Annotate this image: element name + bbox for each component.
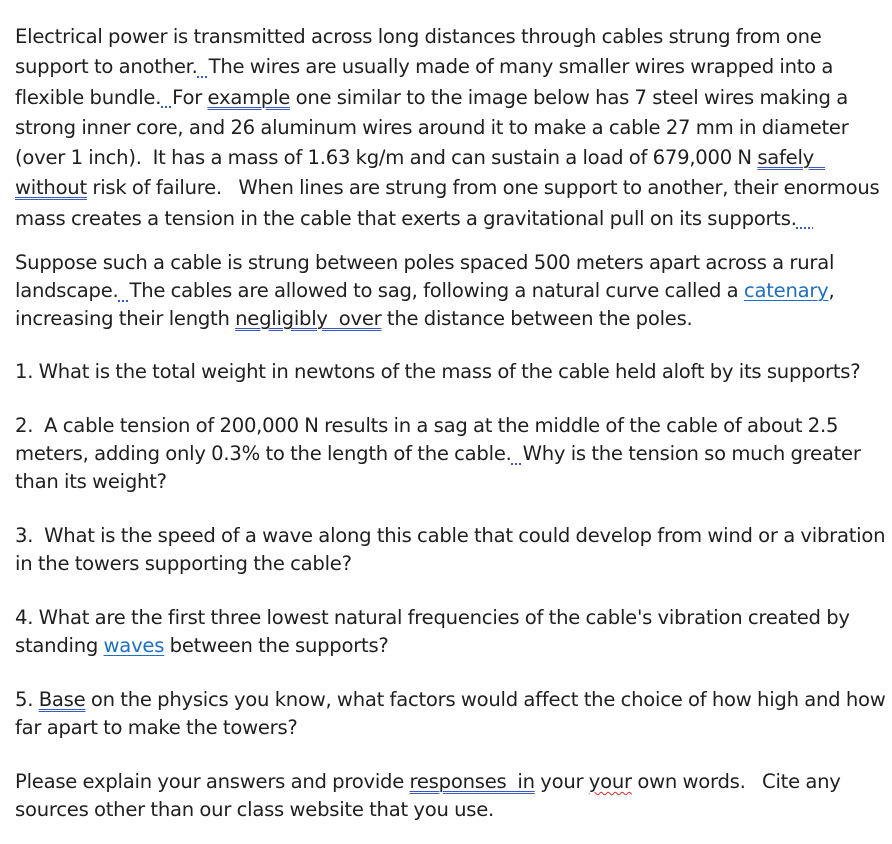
question-text: on the physics you know, what factors would affect the choice of how high and how far apart to make the towers? — [15, 688, 892, 740]
question-5 — [15, 686, 892, 742]
question-4 — [15, 604, 887, 660]
grammar-flag-safely-without[interactable]: safely without — [15, 146, 825, 200]
closing-instructions — [15, 768, 887, 824]
question-text: between the supports? — [164, 634, 389, 658]
sentence: Suppose such a cable is strung between poles spaced 500 meters apart across a rural landscape. — [15, 251, 840, 303]
waves-link[interactable]: waves — [103, 634, 165, 658]
question-text: 4. What are the first three lowest natural frequencies of the cable's vibration created by standing — [15, 606, 856, 658]
question-2 — [15, 412, 887, 496]
sentence: For — [172, 85, 208, 109]
sentence: the distance between the poles. — [381, 307, 693, 331]
grammar-marker[interactable] — [512, 442, 523, 465]
instruction-text: your — [534, 770, 589, 794]
sentence: risk of failure. When lines are strung from one support to another, their enormous mass creates a tension in the cable that exerts a gravitational pull on its supports. — [15, 176, 885, 230]
catenary-link[interactable]: catenary — [743, 279, 829, 303]
question-text: 3. What is the speed of a wave along this cable that could develop from wind or a vibration in the towers supporting the cable? — [15, 524, 891, 576]
question-1 — [15, 358, 887, 386]
sentence: Electrical power is transmitted across long distances through cables strung from one support to another. — [15, 25, 828, 79]
document-body — [15, 22, 892, 824]
question-3 — [15, 522, 891, 578]
question-text: 1. What is the total weight in newtons of the mass of the cable held aloft by its supports? — [15, 360, 861, 384]
sentence: one similar to the image below has 7 steel wires making a strong inner core, and 26 aluminum wires around it to make a cable 27 mm in diameter (over 1 inch). It has a mass of 1.63 kg/m and can sustain a load of 679,000 N — [15, 85, 855, 170]
instruction-text: Please explain your answers and provide — [15, 770, 410, 794]
question-text: 2. A cable tension of 200,000 N results in a sag at the middle of the cable of about 2.5 meters, adding only 0.3% to the length of the cable. — [15, 414, 844, 466]
grammar-flag-responses-in[interactable]: responses in — [409, 770, 535, 794]
spelling-flag-your[interactable]: your — [588, 770, 632, 794]
scenario-paragraph — [15, 249, 887, 333]
question-number: 5. — [15, 688, 39, 712]
sentence: , increasing their length — [15, 279, 840, 331]
intro-paragraph — [15, 22, 887, 234]
grammar-marker[interactable] — [161, 86, 172, 109]
grammar-marker[interactable] — [797, 207, 813, 230]
grammar-marker[interactable] — [198, 55, 209, 78]
grammar-marker[interactable] — [119, 279, 130, 302]
sentence: The cables are allowed to sag, following a natural curve called a — [129, 279, 744, 303]
grammar-flag-negligibly-over[interactable]: negligibly over — [235, 307, 382, 331]
grammar-flag-base[interactable]: Base — [38, 688, 86, 712]
sentence: The wires are usually made of many smaller wires wrapped into a flexible bundle. — [15, 55, 839, 109]
question-text: Why is the tension so much greater than its weight? — [15, 442, 867, 494]
instruction-text: own words. Cite any sources other than our class website that you use. — [15, 770, 847, 822]
grammar-flag-example[interactable]: example — [207, 85, 291, 109]
